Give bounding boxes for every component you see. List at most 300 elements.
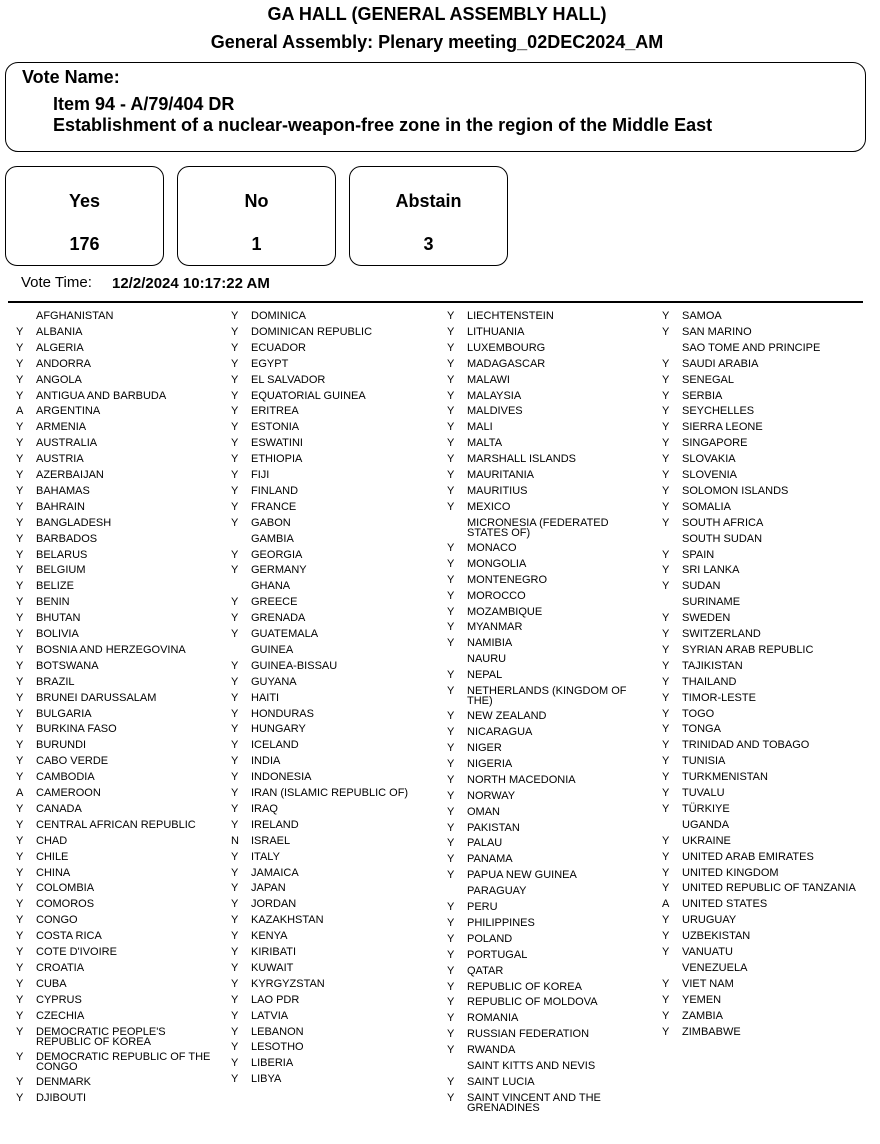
country-name: MALDIVES xyxy=(467,405,523,418)
vote-mark: Y xyxy=(447,710,455,723)
country-name: BURKINA FASO xyxy=(36,723,117,736)
country-name: GERMANY xyxy=(251,564,307,577)
country-name: UNITED REPUBLIC OF TANZANIA xyxy=(682,882,856,895)
vote-mark: Y xyxy=(662,755,670,768)
country-name: NIGER xyxy=(467,742,502,754)
vote-mark: Y xyxy=(16,691,24,704)
vote-mark: Y xyxy=(231,787,239,799)
vote-mark: Y xyxy=(447,421,455,434)
country-name: ITALY xyxy=(251,850,280,863)
vote-mark: Y xyxy=(447,437,455,450)
vote-mark: Y xyxy=(662,691,670,704)
vote-mark: Y xyxy=(447,341,455,354)
country-name: BRUNEI DARUSSALAM xyxy=(36,691,157,704)
vote-mark: Y xyxy=(231,373,239,386)
vote-mark: Y xyxy=(231,500,239,513)
vote-mark: Y xyxy=(231,1009,239,1022)
vote-mark: Y xyxy=(231,1025,239,1038)
country-name: VANUATU xyxy=(682,946,733,958)
vote-mark: Y xyxy=(447,589,455,602)
country-name: PORTUGAL xyxy=(467,948,528,961)
vote-mark: Y xyxy=(16,357,24,370)
country-name: CYPRUS xyxy=(36,993,82,1006)
vote-mark: Y xyxy=(231,310,239,322)
country-name: TUNISIA xyxy=(682,755,726,768)
vote-mark: Y xyxy=(662,930,670,943)
country-name: HUNGARY xyxy=(251,723,306,736)
vote-mark: Y xyxy=(231,818,239,831)
country-name: ZAMBIA xyxy=(682,1009,723,1022)
vote-mark: Y xyxy=(16,643,24,656)
vote-mark: Y xyxy=(662,628,670,640)
country-name: KENYA xyxy=(251,930,288,943)
country-name: GAMBIA xyxy=(251,532,294,545)
country-name: AZERBAIJAN xyxy=(36,469,104,481)
abstain-label: Abstain xyxy=(395,191,462,211)
vote-mark: Y xyxy=(447,1028,455,1041)
country-name: ALGERIA xyxy=(36,341,84,354)
vote-mark: Y xyxy=(662,977,670,990)
vote-mark: Y xyxy=(231,961,239,974)
country-name: HAITI xyxy=(251,691,280,704)
country-name: NEPAL xyxy=(467,669,503,682)
country-name: TIMOR-LESTE xyxy=(682,691,756,704)
vote-mark: Y xyxy=(16,437,24,450)
vote-mark: Y xyxy=(16,612,24,625)
vote-mark: Y xyxy=(16,1091,24,1104)
country-name: BOLIVIA xyxy=(36,628,79,640)
country-name: NETHERLANDS (KINGDOM OF THE) xyxy=(467,685,627,707)
vote-mark: Y xyxy=(231,484,239,497)
country-name: CZECHIA xyxy=(36,1009,85,1022)
vote-mark: Y xyxy=(662,357,670,370)
country-name: LATVIA xyxy=(251,1009,289,1022)
vote-mark: Y xyxy=(447,621,455,634)
country-name: SAN MARINO xyxy=(682,325,752,338)
vote-mark: Y xyxy=(662,850,670,863)
vote-mark: Y xyxy=(447,637,455,650)
country-name: NICARAGUA xyxy=(467,726,533,739)
vote-mark: Y xyxy=(662,612,670,625)
vote-mark: Y xyxy=(231,548,239,561)
country-name: ANDORRA xyxy=(36,357,92,370)
vote-mark: Y xyxy=(447,757,455,770)
vote-mark: Y xyxy=(662,325,670,338)
vote-mark: Y xyxy=(231,1073,239,1086)
country-name: ROMANIA xyxy=(467,1012,519,1025)
vote-mark: Y xyxy=(447,789,455,802)
country-name: CONGO xyxy=(36,914,78,927)
no-label: No xyxy=(244,191,269,211)
country-name: NAMIBIA xyxy=(467,637,513,650)
country-name: TONGA xyxy=(682,723,721,736)
vote-name-label: Vote Name: xyxy=(22,67,120,87)
vote-mark: Y xyxy=(16,961,24,974)
vote-mark: Y xyxy=(231,946,239,958)
yes-label: Yes xyxy=(68,191,101,211)
country-name: MOZAMBIQUE xyxy=(467,605,543,618)
country-name: ANGOLA xyxy=(36,373,82,386)
country-name: PAPUA NEW GUINEA xyxy=(467,869,577,882)
country-name: MADAGASCAR xyxy=(467,357,546,370)
vote-mark: Y xyxy=(16,1009,24,1022)
vote-mark: Y xyxy=(231,898,239,911)
country-name: COLOMBIA xyxy=(36,882,95,895)
vote-mark: Y xyxy=(662,707,670,720)
country-name: MALI xyxy=(467,421,493,434)
country-name: AUSTRIA xyxy=(36,453,84,466)
country-name: LITHUANIA xyxy=(467,325,525,338)
country-name: KYRGYZSTAN xyxy=(251,977,325,990)
country-name: MALAYSIA xyxy=(467,389,522,402)
country-name: ANTIGUA AND BARBUDA xyxy=(36,389,167,402)
country-name: DOMINICAN REPUBLIC xyxy=(251,325,373,338)
vote-mark: Y xyxy=(16,834,24,847)
vote-mark: Y xyxy=(447,837,455,850)
country-name: SLOVAKIA xyxy=(682,453,736,466)
country-name: BAHAMAS xyxy=(36,484,90,497)
country-name: JAMAICA xyxy=(251,866,299,879)
country-name: SYRIAN ARAB REPUBLIC xyxy=(682,643,814,656)
vote-mark: Y xyxy=(662,453,670,466)
country-name: GABON xyxy=(251,516,291,529)
country-name: BOSNIA AND HERZEGOVINA xyxy=(36,643,186,656)
vote-mark: Y xyxy=(231,357,239,370)
country-name: HONDURAS xyxy=(251,707,314,720)
country-name: TÜRKIYE xyxy=(682,802,730,815)
vote-mark: Y xyxy=(447,325,455,338)
country-name: TUVALU xyxy=(682,787,725,799)
vote-mark: Y xyxy=(16,850,24,863)
country-name: SUDAN xyxy=(682,580,721,593)
vote-mark: Y xyxy=(662,405,670,418)
yes-tally-box xyxy=(5,166,164,266)
vote-mark: Y xyxy=(662,373,670,386)
vote-mark: Y xyxy=(231,866,239,879)
abstain-count: 3 xyxy=(423,234,434,254)
country-name: UKRAINE xyxy=(682,834,731,847)
vote-mark: Y xyxy=(662,500,670,513)
vote-mark: Y xyxy=(662,516,670,529)
vote-mark: Y xyxy=(231,723,239,736)
country-name: AFGHANISTAN xyxy=(36,310,114,322)
country-name: IRAN (ISLAMIC REPUBLIC OF) xyxy=(251,787,409,799)
vote-mark: Y xyxy=(447,996,455,1009)
country-name: GUATEMALA xyxy=(251,628,319,640)
country-name: JAPAN xyxy=(251,882,286,895)
vote-mark: Y xyxy=(16,564,24,577)
vote-mark: Y xyxy=(447,669,455,682)
country-name: MARSHALL ISLANDS xyxy=(467,453,577,466)
vote-time-label: Vote Time: xyxy=(21,274,92,291)
vote-mark: Y xyxy=(231,850,239,863)
country-name: LIBYA xyxy=(251,1073,282,1086)
vote-mark: Y xyxy=(231,771,239,784)
country-name: MEXICO xyxy=(467,500,511,513)
vote-mark: Y xyxy=(662,1025,670,1038)
vote-mark: Y xyxy=(447,980,455,993)
country-name: DJIBOUTI xyxy=(36,1091,87,1104)
country-name: SRI LANKA xyxy=(682,564,740,577)
no-tally-box xyxy=(177,166,336,266)
meeting-title: General Assembly: Plenary meeting_02DEC2024_AM xyxy=(210,32,664,52)
country-name: VENEZUELA xyxy=(682,961,748,974)
vote-mark: Y xyxy=(662,866,670,879)
country-name: GUINEA xyxy=(251,643,294,656)
vote-mark: Y xyxy=(447,1012,455,1025)
country-name: SAMOA xyxy=(682,310,722,322)
vote-mark: Y xyxy=(231,469,239,481)
country-name: SWEDEN xyxy=(682,612,731,625)
country-name: KIRIBATI xyxy=(251,946,297,958)
country-name: ICELAND xyxy=(251,739,299,752)
vote-mark: Y xyxy=(662,548,670,561)
country-name: LUXEMBOURG xyxy=(467,341,546,354)
vote-mark: Y xyxy=(447,389,455,402)
country-name: BENIN xyxy=(36,596,70,609)
country-name: PHILIPPINES xyxy=(467,916,535,929)
country-name: MOROCCO xyxy=(467,589,526,602)
country-name: SPAIN xyxy=(682,548,715,561)
country-name: LIECHTENSTEIN xyxy=(467,310,554,322)
vote-mark: Y xyxy=(447,484,455,497)
country-name: ISRAEL xyxy=(251,834,291,847)
country-name: COSTA RICA xyxy=(36,930,102,943)
vote-mark: Y xyxy=(16,453,24,466)
vote-mark: Y xyxy=(231,882,239,895)
country-name: TOGO xyxy=(682,707,715,720)
vote-mark: Y xyxy=(16,898,24,911)
vote-mark: Y xyxy=(662,437,670,450)
vote-mark: Y xyxy=(231,628,239,640)
vote-mark: Y xyxy=(16,469,24,481)
country-name: TRINIDAD AND TOBAGO xyxy=(682,739,810,752)
country-name: QATAR xyxy=(467,964,504,977)
country-name: ETHIOPIA xyxy=(251,453,303,466)
vote-mark: Y xyxy=(16,1075,24,1088)
country-name: PERU xyxy=(467,901,498,913)
vote-mark: Y xyxy=(447,310,455,322)
country-name: SAINT KITTS AND NEVIS xyxy=(467,1060,596,1072)
divider xyxy=(8,301,863,303)
vote-mark: Y xyxy=(16,771,24,784)
vote-mark: Y xyxy=(231,755,239,768)
country-name: CHILE xyxy=(36,850,69,863)
country-name: DEMOCRATIC PEOPLE'S REPUBLIC OF KOREA xyxy=(36,1025,166,1048)
country-name: SENEGAL xyxy=(682,373,734,386)
country-name: SOUTH SUDAN xyxy=(682,532,763,545)
country-name: EL SALVADOR xyxy=(251,373,326,386)
country-name: CAMBODIA xyxy=(36,771,95,784)
country-name: LAO PDR xyxy=(251,993,300,1006)
vote-mark: Y xyxy=(447,932,455,945)
country-name: INDONESIA xyxy=(251,771,312,784)
country-name: POLAND xyxy=(467,932,513,945)
country-name: IRELAND xyxy=(251,818,299,831)
country-name: MAURITIUS xyxy=(467,484,528,497)
vote-mark: Y xyxy=(231,659,239,672)
vote-mark: Y xyxy=(447,541,455,554)
country-name: BHUTAN xyxy=(36,612,81,625)
vote-mark: Y xyxy=(662,993,670,1006)
country-name: CENTRAL AFRICAN REPUBLIC xyxy=(36,818,196,831)
vote-mark: Y xyxy=(231,612,239,625)
vote-mark: Y xyxy=(662,739,670,752)
vote-mark: Y xyxy=(16,946,24,958)
country-name: FINLAND xyxy=(251,484,299,497)
vote-mark: Y xyxy=(447,901,455,913)
country-name: SWITZERLAND xyxy=(682,628,761,640)
vote-item: Item 94 - A/79/404 DR xyxy=(53,94,235,114)
vote-mark: Y xyxy=(16,659,24,672)
country-name: BURUNDI xyxy=(36,739,87,752)
vote-mark: Y xyxy=(447,500,455,513)
country-name: URUGUAY xyxy=(682,914,737,927)
vote-mark: Y xyxy=(662,802,670,815)
vote-mark: Y xyxy=(16,993,24,1006)
country-name: YEMEN xyxy=(682,993,722,1006)
vote-mark: Y xyxy=(16,516,24,529)
country-name: SAINT LUCIA xyxy=(467,1075,535,1088)
country-name: NIGERIA xyxy=(467,757,513,770)
country-name: BULGARIA xyxy=(36,707,92,720)
country-name: ZIMBABWE xyxy=(682,1025,741,1038)
country-name: EGYPT xyxy=(251,357,289,370)
vote-mark: Y xyxy=(447,726,455,739)
vote-mark: Y xyxy=(662,723,670,736)
vote-mark: Y xyxy=(16,723,24,736)
vote-mark: Y xyxy=(231,1041,239,1054)
country-name: BELARUS xyxy=(36,548,88,561)
country-name: BANGLADESH xyxy=(36,516,112,529)
country-name: SINGAPORE xyxy=(682,437,748,450)
vote-mark: Y xyxy=(16,325,24,338)
country-name: KUWAIT xyxy=(251,961,294,974)
country-name: RUSSIAN FEDERATION xyxy=(467,1028,590,1041)
vote-mark: Y xyxy=(16,389,24,402)
country-name: UZBEKISTAN xyxy=(682,930,751,943)
country-name: JORDAN xyxy=(251,898,297,911)
country-name: TAJIKISTAN xyxy=(682,659,743,672)
vote-mark: Y xyxy=(16,977,24,990)
country-name: ESTONIA xyxy=(251,421,300,434)
country-name: IRAQ xyxy=(251,802,278,815)
vote-mark: Y xyxy=(231,691,239,704)
vote-mark: Y xyxy=(447,742,455,754)
vote-mark: Y xyxy=(231,437,239,450)
country-name: SAUDI ARABIA xyxy=(682,357,759,370)
vote-mark: Y xyxy=(447,373,455,386)
country-name: BELIZE xyxy=(36,580,74,593)
country-name: MAURITANIA xyxy=(467,469,535,481)
country-name: CANADA xyxy=(36,802,82,815)
vote-mark: Y xyxy=(662,580,670,593)
vote-mark: Y xyxy=(662,1009,670,1022)
vote-mark: Y xyxy=(231,739,239,752)
vote-mark: Y xyxy=(662,914,670,927)
country-name: ECUADOR xyxy=(251,341,307,354)
country-name: PARAGUAY xyxy=(467,885,527,898)
country-name: LIBERIA xyxy=(251,1057,294,1070)
vote-mark: Y xyxy=(16,930,24,943)
vote-mark: Y xyxy=(231,675,239,688)
vote-mark: Y xyxy=(16,802,24,815)
vote-mark: Y xyxy=(447,853,455,866)
vote-name-box xyxy=(5,62,866,152)
vote-mark: Y xyxy=(231,802,239,815)
vote-mark: Y xyxy=(231,707,239,720)
country-name: NORTH MACEDONIA xyxy=(467,773,576,786)
country-name: FIJI xyxy=(251,469,270,481)
country-name: RWANDA xyxy=(467,1044,516,1057)
vote-mark: N xyxy=(231,834,239,847)
vote-mark: Y xyxy=(231,516,239,529)
vote-mark: Y xyxy=(662,484,670,497)
vote-mark: Y xyxy=(447,605,455,618)
vote-mark: Y xyxy=(16,755,24,768)
vote-mark: Y xyxy=(231,389,239,402)
vote-mark: Y xyxy=(447,1044,455,1057)
country-name: FRANCE xyxy=(251,500,297,513)
yes-count: 176 xyxy=(69,234,100,254)
country-name: COMOROS xyxy=(36,898,95,911)
country-name: ARMENIA xyxy=(36,421,87,434)
vote-mark: Y xyxy=(16,628,24,640)
country-name: SOMALIA xyxy=(682,500,731,513)
vote-mark: Y xyxy=(16,373,24,386)
vote-mark: Y xyxy=(231,325,239,338)
vote-mark: Y xyxy=(662,834,670,847)
country-name: NAURU xyxy=(467,653,507,666)
country-name: ERITREA xyxy=(251,405,299,418)
vote-mark: Y xyxy=(16,500,24,513)
vote-mark: Y xyxy=(16,421,24,434)
country-name: TURKMENISTAN xyxy=(682,771,768,784)
country-name: SAO TOME AND PRINCIPE xyxy=(682,341,821,354)
country-name: CUBA xyxy=(36,977,67,990)
country-name: MICRONESIA (FEDERATED STATES OF) xyxy=(467,516,609,539)
vote-mark: Y xyxy=(662,421,670,434)
vote-mark: Y xyxy=(662,389,670,402)
vote-mark: Y xyxy=(662,787,670,799)
country-name: GUYANA xyxy=(251,675,297,688)
vote-mark: Y xyxy=(16,675,24,688)
vote-mark: Y xyxy=(447,469,455,481)
country-name: DENMARK xyxy=(36,1075,92,1088)
country-name: SOLOMON ISLANDS xyxy=(682,484,789,497)
vote-mark: A xyxy=(16,787,24,799)
vote-mark: Y xyxy=(447,1091,455,1104)
vote-mark: A xyxy=(662,898,670,911)
vote-mark: Y xyxy=(447,573,455,586)
country-name: ALBANIA xyxy=(36,325,83,338)
vote-mark: Y xyxy=(16,580,24,593)
country-name: BELGIUM xyxy=(36,564,86,577)
country-name: LESOTHO xyxy=(251,1041,304,1054)
country-name: DOMINICA xyxy=(251,310,306,322)
country-name: MONACO xyxy=(467,541,517,554)
vote-mark: Y xyxy=(231,564,239,577)
country-name: REPUBLIC OF MOLDOVA xyxy=(467,996,598,1009)
vote-mark: Y xyxy=(16,866,24,879)
country-name: GHANA xyxy=(251,580,291,593)
country-name: COTE D'IVOIRE xyxy=(36,946,117,958)
country-name: BARBADOS xyxy=(36,532,98,545)
vote-mark: Y xyxy=(447,805,455,818)
country-name: INDIA xyxy=(251,755,281,768)
country-name: NORWAY xyxy=(467,789,516,802)
vote-mark: Y xyxy=(231,596,239,609)
